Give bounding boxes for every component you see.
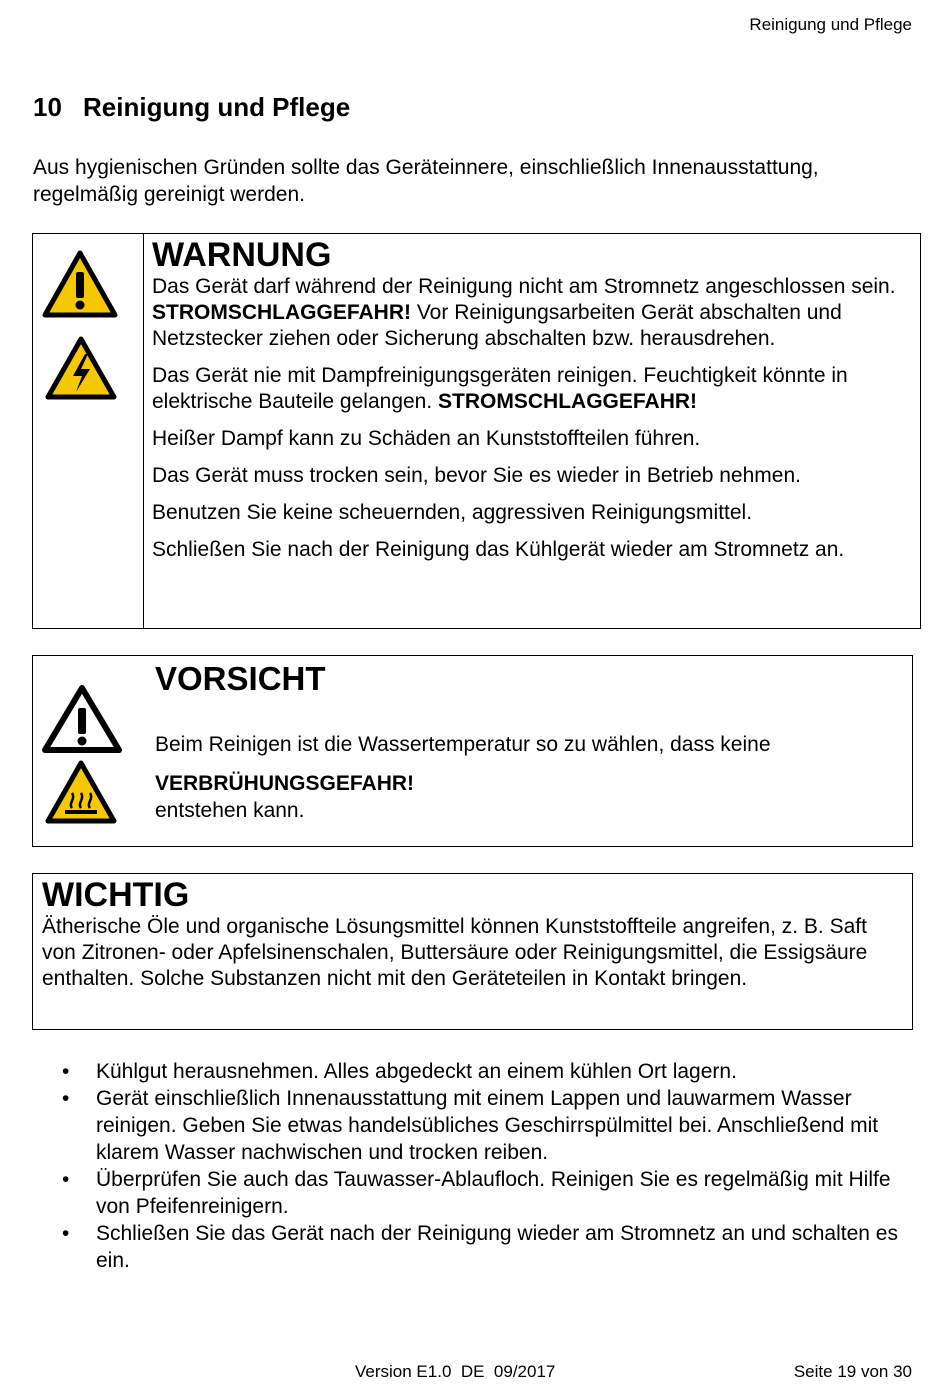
electric-shock-icon: [45, 336, 117, 400]
warning-paragraph-2: [152, 363, 912, 415]
caution-box: [32, 655, 913, 847]
running-header: Reinigung und Pflege: [749, 15, 912, 34]
caution-heading: VORSICHT: [155, 660, 326, 697]
caution-line-3: entstehen kann.: [155, 799, 305, 822]
list-item: • Gerät einschließlich Innenausstattung mit einem Lappen und lauwarmem Wasser reinigen. Geben Sie etwas handelsübliches Geschirrspülmittel bei. Anschließend mit klarem Wasser nachwischen und trocken reiben.: [60, 1085, 900, 1166]
list-item: • Überprüfen Sie auch das Tauwasser-Ablaufloch. Reinigen Sie es regelmäßig mit Hilfe von Pfeifenreinigern.: [60, 1166, 900, 1220]
warning-paragraph-3: Heißer Dampf kann zu Schäden an Kunststoffteilen führen.: [152, 427, 701, 450]
warning-paragraph-4: Das Gerät muss trocken sein, bevor Sie es wieder in Betrieb nehmen.: [152, 464, 801, 487]
warning-p2-danger: STROMSCHLAGGEFAHR!: [438, 390, 698, 413]
warning-p2-text: Das Gerät nie mit Dampfreinigungsgeräten reinigen. Feuchtigkeit könnte in elektrische Bauteile gelangen.: [152, 364, 848, 413]
warning-box: [32, 233, 921, 629]
warning-p1-danger: STROMSCHLAGGEFAHR!: [152, 301, 411, 324]
warning-icon-column: [33, 234, 144, 628]
footer-version: Version E1.0 DE 09/2017: [355, 1362, 556, 1381]
footer-page-number: Seite 19 von 30: [793, 1362, 912, 1381]
intro-paragraph: Aus hygienischen Gründen sollte das Geräteinnere, einschließlich Innenausstattung, regelmäßig gereinigt werden.: [33, 156, 819, 206]
warning-p1-text-2: Vor Reinigungsarbeiten Gerät abschalten und Netzstecker ziehen oder Sicherung abschalten bzw. herausdrehen.: [152, 301, 842, 350]
section-number: 10: [33, 92, 62, 122]
warning-paragraph-6: Schließen Sie nach der Reinigung das Kühlgerät wieder am Stromnetz an.: [152, 538, 845, 561]
cleaning-steps-list: [60, 1058, 900, 1274]
list-item: • Schließen Sie das Gerät nach der Reinigung wieder am Stromnetz an und schalten es ein.: [60, 1220, 900, 1274]
warning-content: [152, 236, 912, 563]
caution-line-1: Beim Reinigen ist die Wassertemperatur so zu wählen, dass keine: [155, 733, 771, 756]
warning-heading: WARNUNG: [152, 236, 332, 274]
important-text: Ätherische Öle und organische Lösungsmittel können Kunststoffteile angreifen, z. B. Saft von Zitronen- oder Apfelsinenschalen, Buttersäure oder Reinigungsmittel, die Essigsäure enthalten. Solche Substanzen nicht mit den Geräteteilen in Kontakt bringen.: [42, 915, 868, 990]
important-content: [42, 876, 904, 992]
general-warning-icon: [41, 684, 123, 754]
warning-p1-text: Das Gerät darf während der Reinigung nicht am Stromnetz angeschlossen sein.: [152, 275, 896, 298]
scald-danger-label: VERBRÜHUNGSGEFAHR!: [155, 772, 415, 795]
important-heading: WICHTIG: [42, 876, 190, 914]
caution-content: [155, 656, 895, 824]
section-title: [33, 92, 350, 123]
important-box: [32, 873, 913, 1030]
list-item: • Kühlgut herausnehmen. Alles abgedeckt an einem kühlen Ort lagern.: [60, 1058, 900, 1085]
section-title-text: Reinigung und Pflege: [83, 92, 351, 122]
hot-surface-icon: [45, 760, 117, 824]
general-warning-icon: [42, 250, 118, 318]
warning-paragraph-5: Benutzen Sie keine scheuernden, aggressiven Reinigungsmittel.: [152, 501, 753, 524]
warning-paragraph-1: [152, 274, 912, 352]
